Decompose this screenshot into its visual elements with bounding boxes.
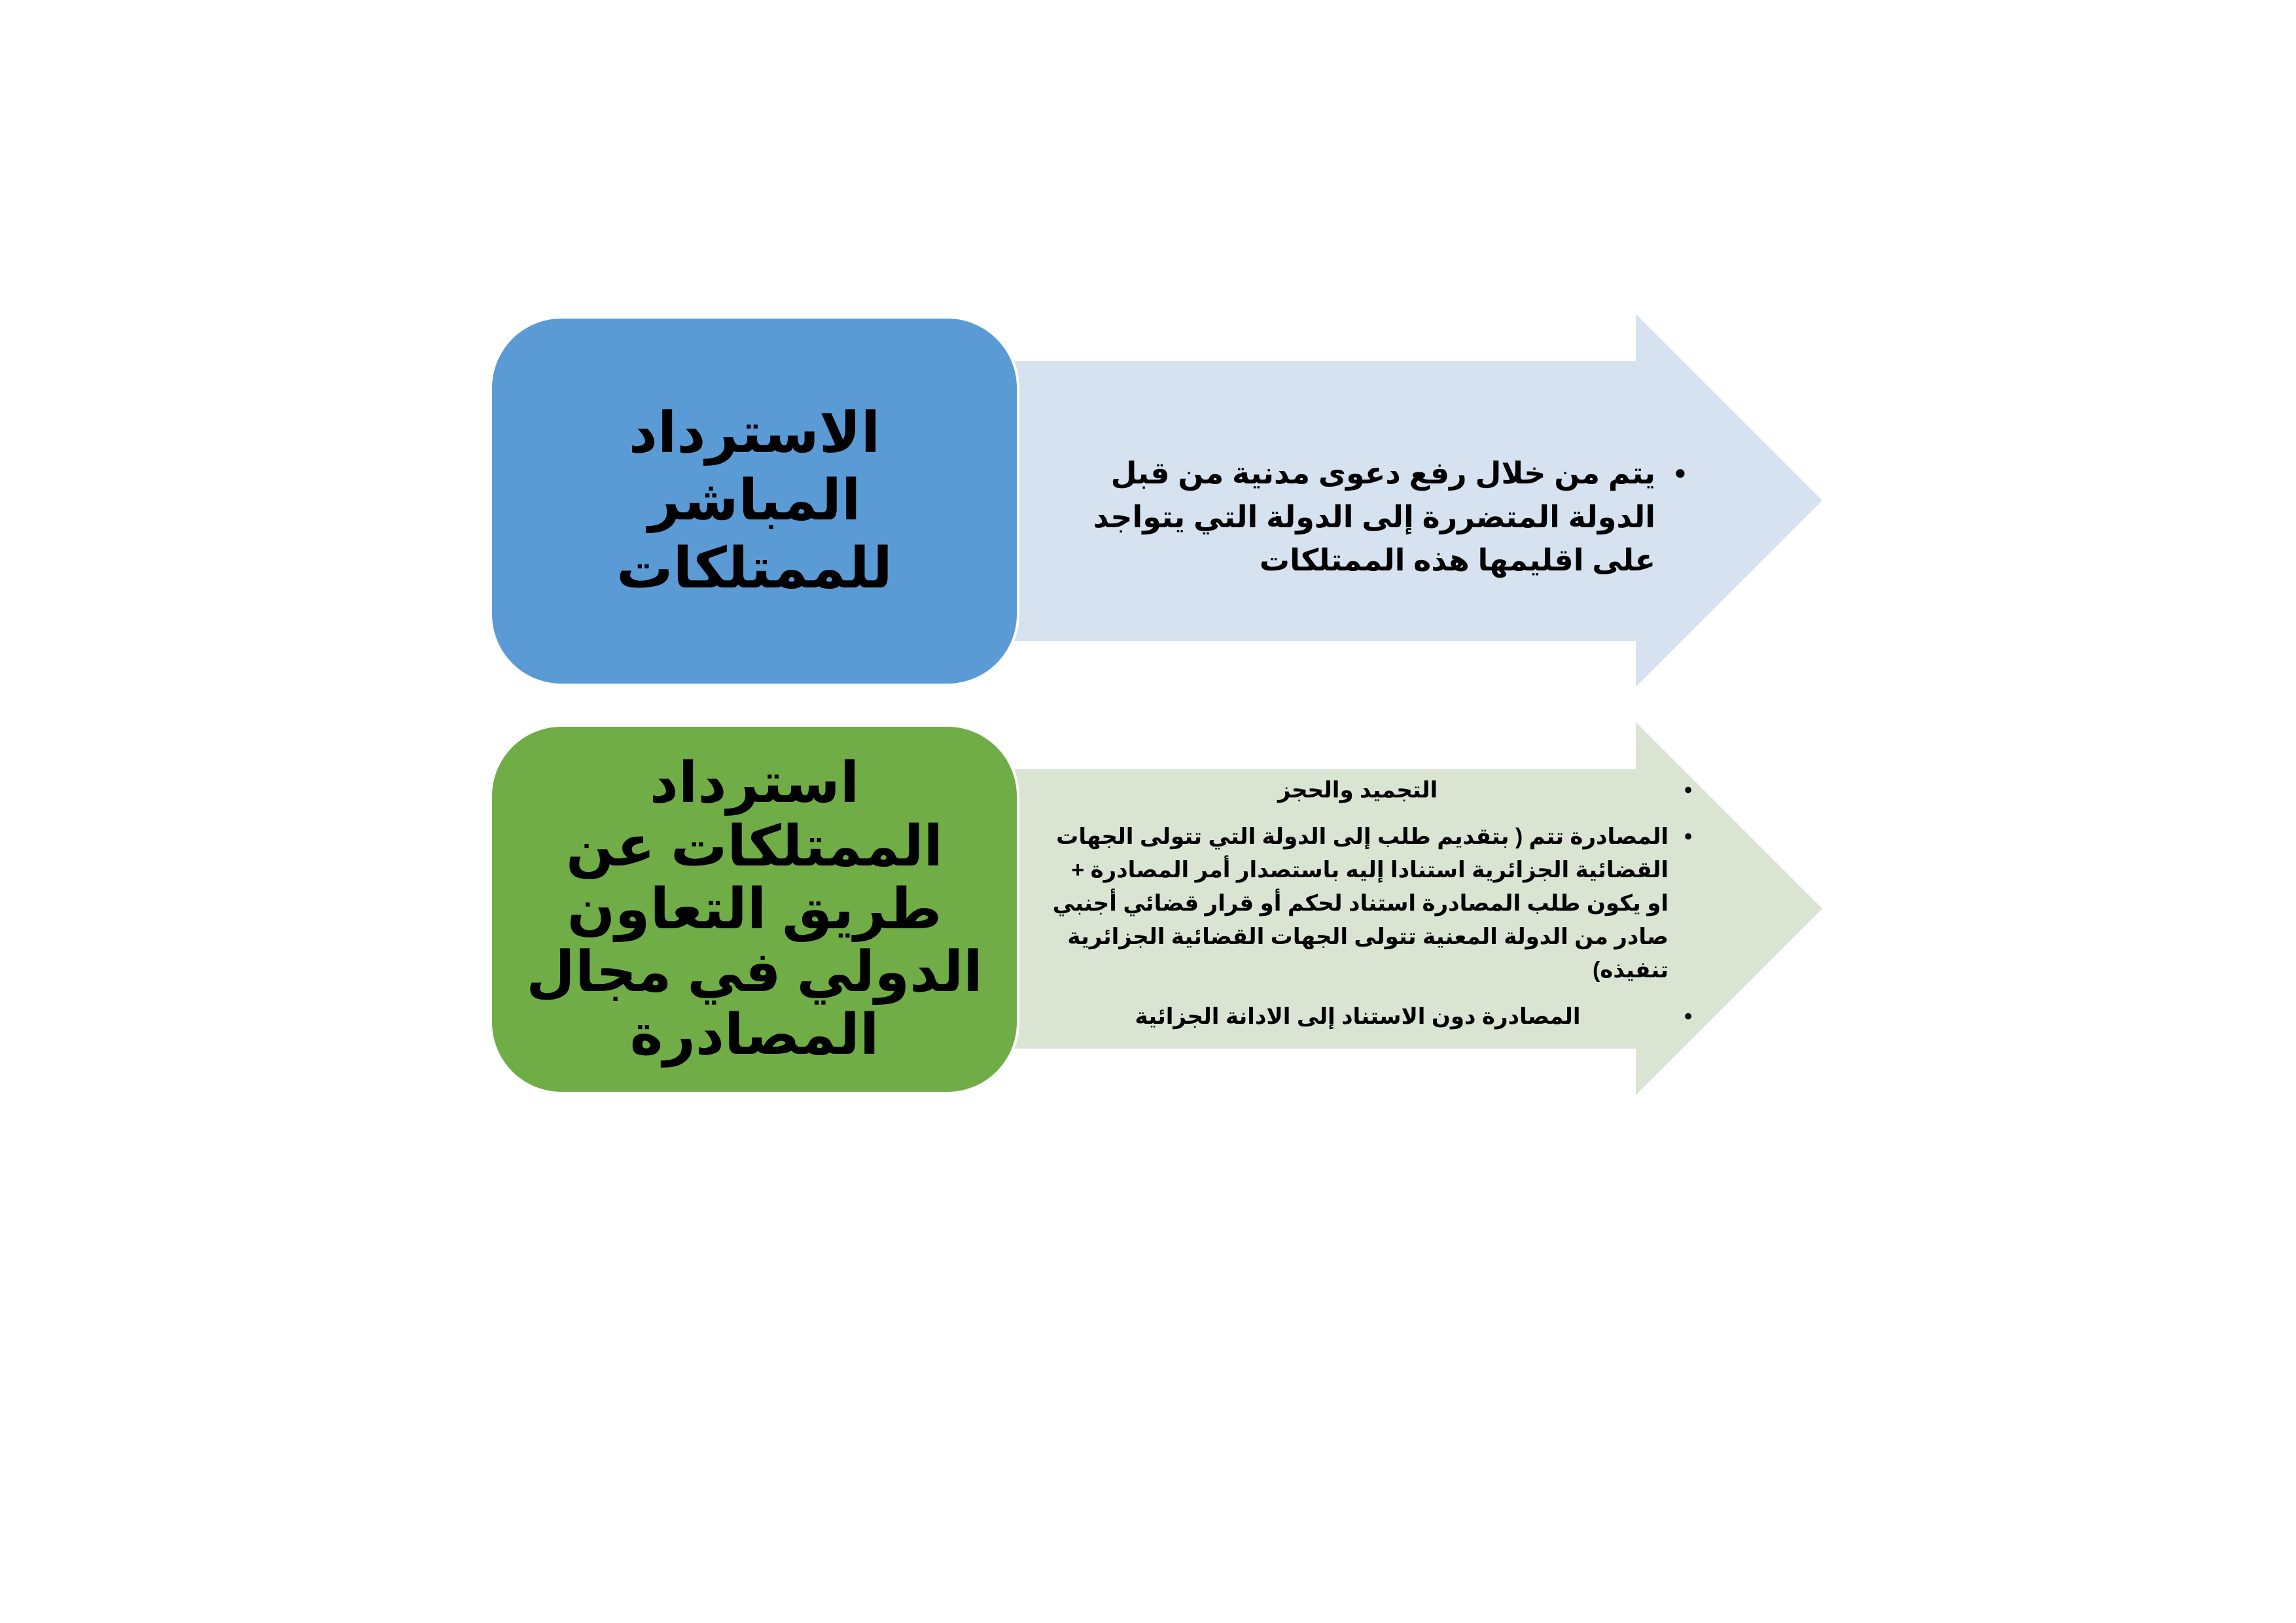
- arrow-2-bullet-1: التجميد والحجز •: [1047, 774, 1669, 807]
- box-international-cooperation-title: استرداد الممتلكات عن طريق التعاون الدولي في مجال المصادرة: [526, 752, 983, 1067]
- arrow-1-bullet-1: يتم من خلال رفع دعوى مدنية من قبل الدولة المتضررة إلى الدولة التي يتواجد على اقليمها هذه الممتلكات •: [1093, 451, 1655, 582]
- arrow-2-bullet-3: المصادرة دون الاستناد إلى الادانة الجزائية •: [1047, 1000, 1669, 1034]
- box-international-cooperation: [489, 724, 1019, 1094]
- box-direct-recovery: [489, 316, 1019, 686]
- arrow-2-bullet-2: المصادرة تتم ( بتقديم طلب إلى الدولة التي تتولى الجهات القضائية الجزائرية استنادا إليه باستصدار أمر المصادرة + او يكون طلب المصادرة استناد لحكم أو قرار قضائي أجنبي صادر من الدولة المعنية تتولى الجهات القضائية الجزائرية تنفيذه) •: [1047, 820, 1669, 987]
- arrow-1-bullet-list: [1093, 451, 1655, 582]
- box-direct-recovery-title: الاسترداد المباشر للممتلكات: [616, 402, 892, 600]
- arrow-2-bullet-list: [1047, 774, 1669, 1047]
